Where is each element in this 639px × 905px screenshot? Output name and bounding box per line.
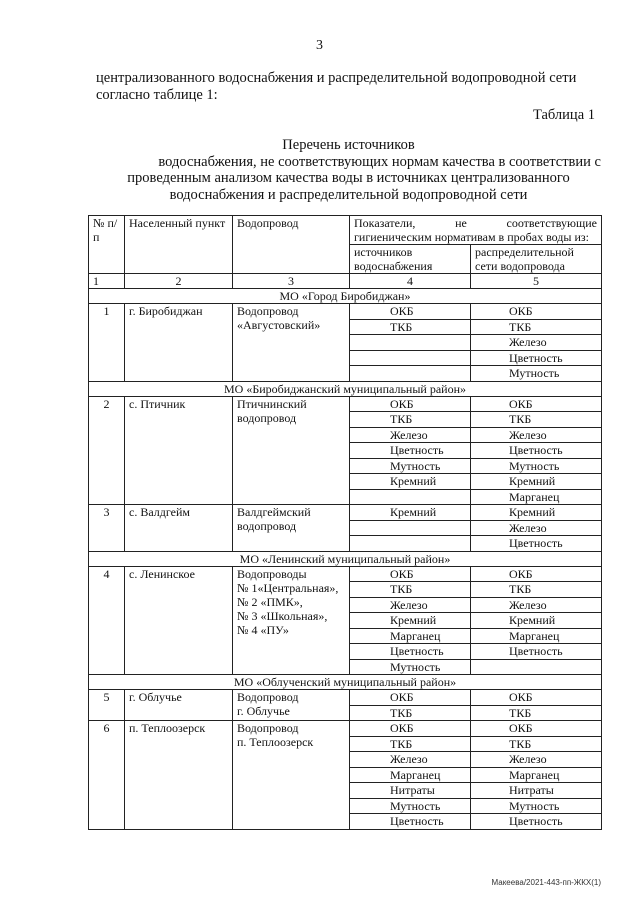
source-indicator: Цветность bbox=[350, 644, 471, 660]
table-row bbox=[89, 304, 602, 320]
network-indicator: Кремний bbox=[471, 474, 602, 490]
network-indicator: Мутность bbox=[471, 458, 602, 474]
pipeline-line: п. Теплоозерск bbox=[237, 735, 314, 749]
network-indicator: Железо bbox=[471, 427, 602, 443]
network-indicator: ОКБ bbox=[471, 304, 602, 320]
row-number: 4 bbox=[89, 566, 125, 675]
row-pipeline bbox=[233, 721, 350, 830]
source-indicator bbox=[350, 335, 471, 351]
network-indicator: Кремний bbox=[471, 613, 602, 629]
row-settlement: г. Облучье bbox=[125, 690, 233, 721]
source-indicator: Железо bbox=[350, 427, 471, 443]
pipeline-line: № 3 «Школьная», bbox=[237, 608, 328, 623]
pipeline-line: № 1«Центральная», bbox=[237, 580, 339, 595]
row-pipeline bbox=[233, 304, 350, 382]
source-indicator: Мутность bbox=[350, 798, 471, 814]
network-indicator: ТКБ bbox=[471, 736, 602, 752]
table-label: Таблица 1 bbox=[532, 107, 595, 123]
network-indicator: Цветность bbox=[471, 814, 602, 830]
network-indicator: ОКБ bbox=[471, 396, 602, 412]
table-title-line: водоснабжения, не соответствующих нормам качества в соответствии с bbox=[158, 153, 601, 170]
intro-paragraph: централизованного водоснабжения и распределительной водопроводной сети согласно таблице 1: bbox=[96, 70, 577, 103]
page-number: 3 bbox=[316, 38, 323, 53]
header-sources: источников водоснабжения bbox=[350, 245, 471, 274]
section-row bbox=[89, 381, 602, 396]
row-settlement: с. Птичник bbox=[125, 396, 233, 505]
header-pipeline: Водопровод bbox=[233, 216, 350, 274]
network-indicator: Мутность bbox=[471, 798, 602, 814]
source-indicator: Кремний bbox=[350, 505, 471, 521]
network-indicator: Цветность bbox=[471, 644, 602, 660]
section-title: МО «Город Биробиджан» bbox=[89, 289, 602, 304]
network-indicator: Железо bbox=[471, 335, 602, 351]
source-indicator: ОКБ bbox=[350, 690, 471, 706]
table-row bbox=[89, 721, 602, 737]
network-indicator: Цветность bbox=[471, 443, 602, 459]
network-indicator: Нитраты bbox=[471, 783, 602, 799]
row-settlement: п. Теплоозерск bbox=[125, 721, 233, 830]
source-indicator: Мутность bbox=[350, 458, 471, 474]
table-row bbox=[89, 566, 602, 582]
table-header-row bbox=[89, 216, 602, 245]
source-indicator: Нитраты bbox=[350, 783, 471, 799]
source-indicator bbox=[350, 520, 471, 536]
source-indicator: Кремний bbox=[350, 613, 471, 629]
network-indicator: ОКБ bbox=[471, 690, 602, 706]
network-indicator: Марганец bbox=[471, 628, 602, 644]
source-indicator: Марганец bbox=[350, 767, 471, 783]
source-indicator: ТКБ bbox=[350, 582, 471, 598]
pipeline-line: Водопровод bbox=[237, 721, 299, 735]
water-sources-table bbox=[88, 215, 602, 830]
section-title: МО «Облученский муниципальный район» bbox=[89, 675, 602, 690]
column-index: 2 bbox=[125, 274, 233, 289]
source-indicator: ТКБ bbox=[350, 736, 471, 752]
pipeline-line: г. Облучье bbox=[237, 704, 290, 718]
network-indicator: Цветность bbox=[471, 350, 602, 366]
network-indicator: ТКБ bbox=[471, 412, 602, 428]
network-indicator: Железо bbox=[471, 520, 602, 536]
section-row bbox=[89, 675, 602, 690]
row-settlement: с. Ленинское bbox=[125, 566, 233, 675]
document-footer: Макеева/2021-443-пп-ЖКХ(1) bbox=[491, 878, 601, 887]
source-indicator bbox=[350, 536, 471, 552]
row-pipeline bbox=[233, 396, 350, 505]
header-num: № п/п bbox=[89, 216, 125, 274]
source-indicator: ОКБ bbox=[350, 396, 471, 412]
source-indicator: ТКБ bbox=[350, 412, 471, 428]
source-indicator: ОКБ bbox=[350, 566, 471, 582]
header-settlement: Населенный пункт bbox=[125, 216, 233, 274]
row-number: 6 bbox=[89, 721, 125, 830]
source-indicator: Железо bbox=[350, 597, 471, 613]
column-index-row bbox=[89, 274, 602, 289]
source-indicator: ТКБ bbox=[350, 319, 471, 335]
column-index: 1 bbox=[89, 274, 125, 289]
row-settlement: г. Биробиджан bbox=[125, 304, 233, 382]
table-title-line: Перечень источников bbox=[282, 137, 415, 153]
network-indicator: Мутность bbox=[471, 366, 602, 382]
network-indicator: Железо bbox=[471, 597, 602, 613]
source-indicator: Цветность bbox=[350, 443, 471, 459]
network-indicator: ТКБ bbox=[471, 705, 602, 721]
section-title: МО «Ленинский муниципальный район» bbox=[89, 551, 602, 566]
row-pipeline bbox=[233, 690, 350, 721]
row-number: 1 bbox=[89, 304, 125, 382]
table-title-line: водоснабжения и распределительной водопроводной сети bbox=[169, 186, 528, 203]
pipeline-line: Валдгеймский bbox=[237, 505, 311, 519]
source-indicator: Железо bbox=[350, 752, 471, 768]
source-indicator: Марганец bbox=[350, 628, 471, 644]
pipeline-line: Водопровод bbox=[237, 690, 299, 704]
column-index: 4 bbox=[350, 274, 471, 289]
network-indicator: Марганец bbox=[471, 767, 602, 783]
column-index: 3 bbox=[233, 274, 350, 289]
network-indicator bbox=[471, 659, 602, 675]
row-number: 3 bbox=[89, 505, 125, 552]
network-indicator: ОКБ bbox=[471, 566, 602, 582]
network-indicator: Марганец bbox=[471, 489, 602, 505]
network-indicator: ТКБ bbox=[471, 319, 602, 335]
network-indicator: Цветность bbox=[471, 536, 602, 552]
source-indicator bbox=[350, 489, 471, 505]
pipeline-line: водопровод bbox=[237, 410, 297, 425]
pipeline-line: Птичнинский bbox=[237, 396, 307, 411]
row-pipeline bbox=[233, 505, 350, 552]
source-indicator: Кремний bbox=[350, 474, 471, 490]
row-pipeline bbox=[233, 566, 350, 675]
source-indicator: ОКБ bbox=[350, 304, 471, 320]
pipeline-line: Водопроводы bbox=[237, 566, 307, 581]
pipeline-line: № 2 «ПМК», bbox=[237, 594, 303, 609]
source-indicator: Мутность bbox=[350, 659, 471, 675]
network-indicator: Железо bbox=[471, 752, 602, 768]
source-indicator bbox=[350, 366, 471, 382]
source-indicator bbox=[350, 350, 471, 366]
pipeline-line: водопровод bbox=[237, 519, 297, 533]
network-indicator: ОКБ bbox=[471, 721, 602, 737]
pipeline-line: «Августовский» bbox=[237, 318, 321, 332]
row-settlement: с. Валдгейм bbox=[125, 505, 233, 552]
source-indicator: Цветность bbox=[350, 814, 471, 830]
table-title bbox=[96, 137, 601, 203]
pipeline-line: Водопровод bbox=[237, 304, 299, 318]
row-number: 5 bbox=[89, 690, 125, 721]
source-indicator: ТКБ bbox=[350, 705, 471, 721]
table-row bbox=[89, 396, 602, 412]
network-indicator: Кремний bbox=[471, 505, 602, 521]
column-index: 5 bbox=[471, 274, 602, 289]
source-indicator: ОКБ bbox=[350, 721, 471, 737]
pipeline-line: № 4 «ПУ» bbox=[237, 622, 289, 637]
row-number: 2 bbox=[89, 396, 125, 505]
table-row bbox=[89, 690, 602, 706]
table-row bbox=[89, 505, 602, 521]
header-network: распределительной сети водопровода bbox=[471, 245, 602, 274]
section-title: МО «Биробиджанский муниципальный район» bbox=[89, 381, 602, 396]
section-row bbox=[89, 551, 602, 566]
header-indicators: Показатели, не соответствующие гигиеническим нормативам в пробах воды из: bbox=[350, 216, 602, 245]
table-title-line: проведенным анализом качества воды в источниках централизованного bbox=[127, 170, 570, 186]
section-row bbox=[89, 289, 602, 304]
network-indicator: ТКБ bbox=[471, 582, 602, 598]
